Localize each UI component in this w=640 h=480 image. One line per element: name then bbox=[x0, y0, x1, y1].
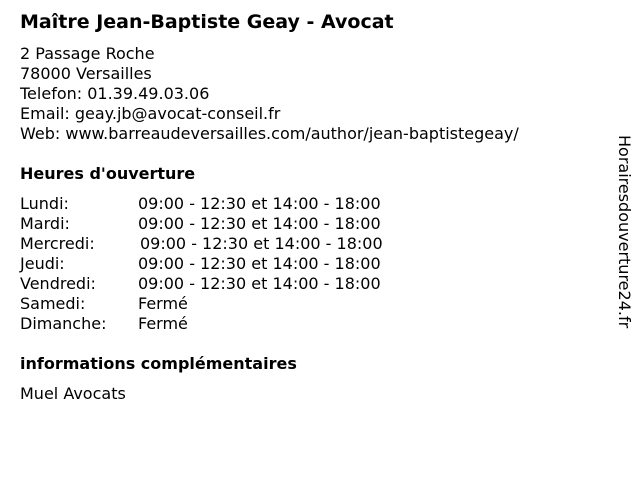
day-label: Vendredi: bbox=[20, 274, 96, 293]
address-street: 2 Passage Roche bbox=[20, 44, 155, 63]
time-value: Fermé bbox=[138, 294, 188, 313]
time-value: 09:00 - 12:30 et 14:00 - 18:00 bbox=[138, 194, 381, 213]
day-label: Dimanche: bbox=[20, 314, 107, 333]
contact-block bbox=[20, 44, 519, 144]
watermark-text: Horairesdouverture24.fr bbox=[615, 135, 634, 329]
time-value: 09:00 - 12:30 et 14:00 - 18:00 bbox=[138, 214, 381, 233]
time-value: 09:00 - 12:30 et 14:00 - 18:00 bbox=[140, 234, 383, 253]
day-label: Mercredi: bbox=[20, 234, 95, 253]
time-value: Fermé bbox=[138, 314, 188, 333]
info-heading: informations complémentaires bbox=[20, 354, 297, 373]
info-text: Muel Avocats bbox=[20, 384, 126, 403]
time-value: 09:00 - 12:30 et 14:00 - 18:00 bbox=[138, 274, 381, 293]
day-label: Samedi: bbox=[20, 294, 86, 313]
day-label: Mardi: bbox=[20, 214, 70, 233]
email-text: Email: geay.jb@avocat-conseil.fr bbox=[20, 104, 281, 123]
page-title: Maître Jean-Baptiste Geay - Avocat bbox=[20, 11, 394, 33]
phone-text: Telefon: 01.39.49.03.06 bbox=[20, 84, 210, 103]
day-label: Lundi: bbox=[20, 194, 69, 213]
day-label: Jeudi: bbox=[20, 254, 65, 273]
time-value: 09:00 - 12:30 et 14:00 - 18:00 bbox=[138, 254, 381, 273]
address-city: 78000 Versailles bbox=[20, 64, 152, 83]
web-text: Web: www.barreaudeversailles.com/author/jean-baptistegeay/ bbox=[20, 124, 519, 143]
hours-heading: Heures d'ouverture bbox=[20, 164, 196, 183]
